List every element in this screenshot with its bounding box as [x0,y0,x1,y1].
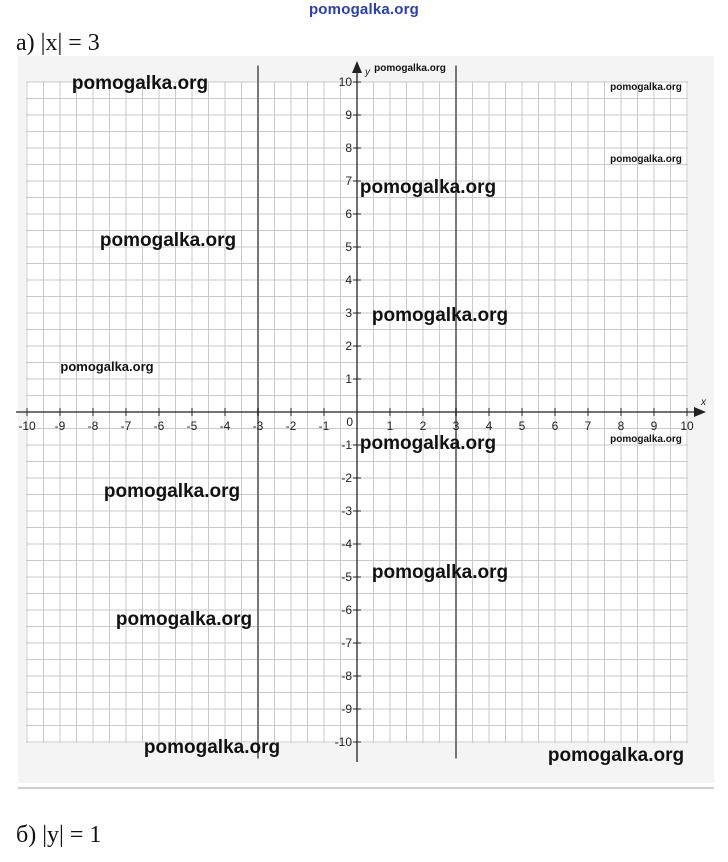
watermark: pomogalka.org [610,434,682,445]
y-tick-label: 1 [345,372,352,386]
watermark: pomogalka.org [371,562,509,583]
y-axis-label: y [365,67,370,78]
watermark: pomogalka.org [359,433,497,454]
origin-label: 0 [346,415,353,429]
y-tick-label: -4 [341,537,352,551]
watermark: pomogalka.org [610,82,682,93]
y-tick-label: 2 [345,339,352,353]
x-tick-label: -5 [186,419,198,433]
x-tick-label: -8 [87,419,99,433]
y-tick-label: 3 [345,306,352,320]
watermark: pomogalka.org [99,230,237,251]
y-tick-label: -8 [341,669,352,683]
x-tick-label: 9 [650,419,658,433]
x-tick-label: 6 [551,419,559,433]
x-tick-label: 1 [386,419,394,433]
x-tick-label: 5 [518,419,526,433]
x-tick-label: 3 [452,419,460,433]
y-tick-label: -2 [341,471,352,485]
watermark: pomogalka.org [71,73,209,94]
y-tick-label: -1 [341,438,352,452]
y-tick-label: 7 [345,174,352,188]
y-tick-label: 10 [338,75,352,89]
y-tick-label: -7 [341,636,352,650]
watermark: pomogalka.org [115,609,253,630]
watermark: pomogalka.org [143,737,281,758]
watermark: pomogalka.org [359,177,497,198]
y-axis-arrow [352,61,362,73]
x-tick-label: 4 [485,419,493,433]
x-tick-label: -9 [54,419,66,433]
watermark: pomogalka.org [371,305,509,326]
x-tick-label: -2 [285,419,297,433]
site-link[interactable]: pomogalka.org [308,1,420,18]
y-tick-label: 4 [345,273,352,287]
divider [18,787,714,789]
y-tick-label: -9 [341,702,352,716]
watermark: pomogalka.org [374,63,446,74]
x-tick-label: -10 [18,419,36,433]
part-b-heading: б) |y| = 1 [16,822,102,848]
x-tick-label: 7 [584,419,592,433]
x-tick-label: -7 [120,419,132,433]
x-tick-label: -3 [252,419,264,433]
watermark: pomogalka.org [610,154,682,165]
y-tick-label: -10 [334,735,352,749]
y-tick-label: -6 [341,603,352,617]
y-tick-label: 8 [345,141,352,155]
y-tick-label: 6 [345,207,352,221]
y-tick-label: 9 [345,108,352,122]
x-axis-label: x [701,397,706,408]
x-tick-label: 2 [419,419,427,433]
y-tick-label: -5 [341,570,352,584]
watermark: pomogalka.org [103,481,241,502]
x-tick-label: -4 [219,419,231,433]
watermark: pomogalka.org [547,745,685,766]
x-axis-arrow [694,407,706,417]
x-tick-label: 10 [680,419,694,433]
watermark: pomogalka.org [60,359,154,374]
x-tick-label: 8 [617,419,625,433]
x-tick-label: -1 [318,419,330,433]
x-tick-label: -6 [153,419,165,433]
y-tick-label: -3 [341,504,352,518]
y-tick-label: 5 [345,240,352,254]
part-a-heading: а) |x| = 3 [16,30,100,56]
